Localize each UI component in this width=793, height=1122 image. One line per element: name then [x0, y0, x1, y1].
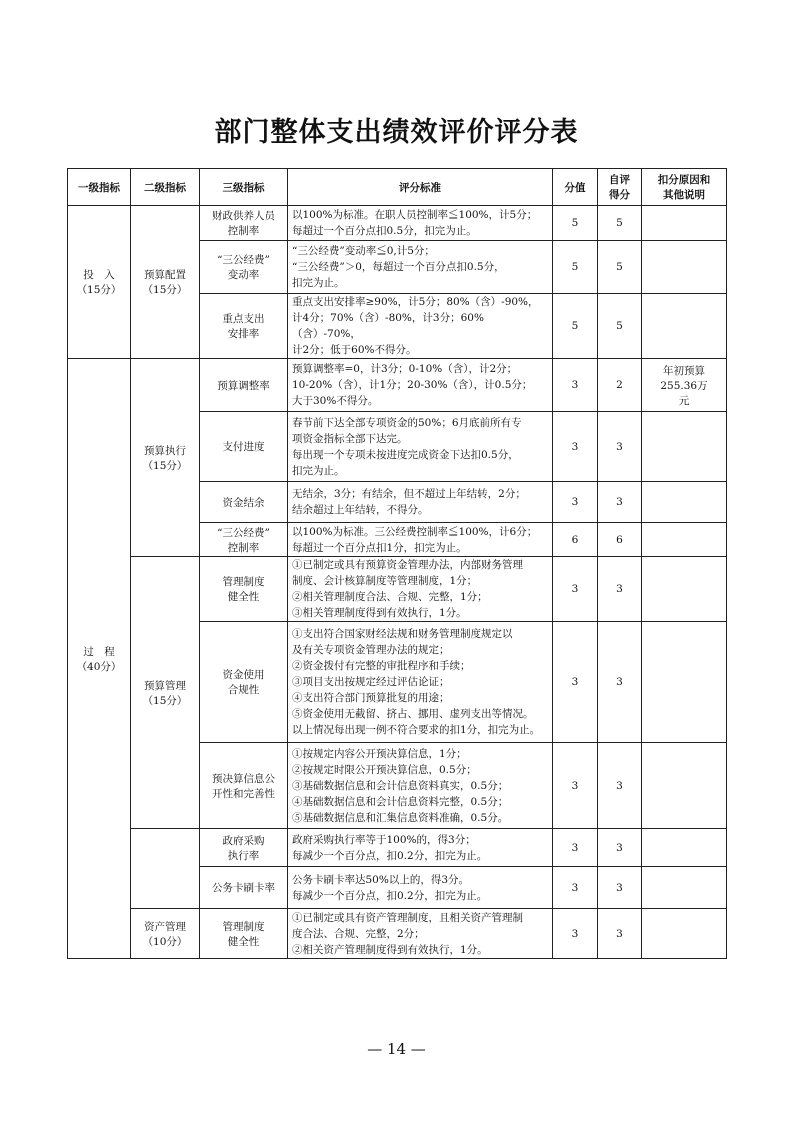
standard-cell: ①已制定或具有预算资金管理办法，内部财务管理 制度、会计核算制度等管理制度，1分； ②相关管理制度合法、合规、完整，1分； ③相关管理制度得到有效执行，1分。: [288, 557, 553, 622]
self-score-cell: 3: [598, 867, 642, 909]
level2-budget-mgmt: 预算管理 （15分）: [131, 557, 200, 829]
level3-cell: 重点支出 安排率: [200, 294, 288, 359]
table-row: [68, 557, 727, 622]
level1-process: 过 程 （40分）: [68, 359, 131, 959]
standard-cell: 春节前下达全部专项资金的50%；6月底前所有专 项资金指标全部下达完。 每出现一个专项未按进度完成资金下达扣0.5分， 扣完为止。: [288, 412, 553, 482]
standard-cell: ①已制定或具有资产管理制度，且相关资产管理制 度合法、合规、完整，2分； ②相关资产管理制度得到有效执行，1分。: [288, 909, 553, 959]
level3-cell: 公务卡刷卡率: [200, 867, 288, 909]
score-cell: 5: [553, 294, 598, 359]
header-note: 扣分原因和 其他说明: [642, 169, 727, 206]
note-cell: [642, 241, 727, 294]
level3-cell: 资金结余: [200, 482, 288, 523]
standard-cell: ①按规定内容公开预决算信息，1分； ②按规定时限公开预决算信息，0.5分； ③基础数据信息和会计信息资料真实，0.5分； ④基础数据信息和会计信息资料完整，0.5分； ⑤基础数据信息和汇集信息资料准确，0.5分。: [288, 743, 553, 829]
level1-input: 投 入 （15分）: [68, 206, 131, 359]
standard-cell: 公务卡刷卡率达50%以上的，得3分。 每减少一个百分点，扣0.2分，扣完为止。: [288, 867, 553, 909]
level2-budget-config: 预算配置 （15分）: [131, 206, 200, 359]
score-cell: 5: [553, 241, 598, 294]
self-score-cell: 5: [598, 294, 642, 359]
note-cell: 年初预算 255.36万 元: [642, 359, 727, 412]
note-cell: [642, 523, 727, 557]
note-cell: [642, 206, 727, 241]
note-cell: [642, 557, 727, 622]
level3-cell: 管理制度 健全性: [200, 557, 288, 622]
header-level3: 三级指标: [200, 169, 288, 206]
note-cell: [642, 829, 727, 867]
standard-cell: 预算调整率=0，计3分；0-10%（含），计2分； 10-20%（含），计1分；20-30%（含），计0.5分； 大于30%不得分。: [288, 359, 553, 412]
standard-cell: “三公经费”变动率≦0,计5分； “三公经费”＞0，每超过一个百分点扣0.5分， 扣完为止。: [288, 241, 553, 294]
standard-cell: 政府采购执行率等于100%的，得3分； 每减少一个百分点，扣0.2分，扣完为止。: [288, 829, 553, 867]
self-score-cell: 3: [598, 482, 642, 523]
table-row: [68, 359, 727, 412]
score-cell: 6: [553, 523, 598, 557]
header-score: 分值: [553, 169, 598, 206]
self-score-cell: 3: [598, 909, 642, 959]
level3-cell: 预算调整率: [200, 359, 288, 412]
level3-cell: 资金使用 合规性: [200, 622, 288, 743]
self-score-cell: 5: [598, 241, 642, 294]
table-row: [68, 829, 727, 867]
note-cell: [642, 622, 727, 743]
self-score-cell: 3: [598, 412, 642, 482]
header-level1: 一级指标: [68, 169, 131, 206]
self-score-cell: 3: [598, 743, 642, 829]
score-cell: 3: [553, 622, 598, 743]
standard-cell: 无结余，3分；有结余，但不超过上年结转，2分； 结余超过上年结转，不得分。: [288, 482, 553, 523]
header-self-score: 自评 得分: [598, 169, 642, 206]
note-cell: [642, 294, 727, 359]
table-header-row: [68, 169, 727, 206]
evaluation-table: [67, 168, 727, 959]
level3-cell: 政府采购 执行率: [200, 829, 288, 867]
level2-empty: [131, 829, 200, 909]
score-cell: 3: [553, 743, 598, 829]
level2-asset-mgmt: 资产管理 （10分）: [131, 909, 200, 959]
score-cell: 3: [553, 412, 598, 482]
table-row: [68, 909, 727, 959]
score-cell: 3: [553, 829, 598, 867]
level3-cell: 支付进度: [200, 412, 288, 482]
level2-budget-exec: 预算执行 （15分）: [131, 359, 200, 557]
page-number: — 14 —: [367, 1040, 426, 1058]
standard-cell: ①支出符合国家财经法规和财务管理制度规定以 及有关专项资金管理办法的规定； ②资金拨付有完整的审批程序和手续； ③项目支出按规定经过评估论证； ④支出符合部门预算批复的用途； ⑤资金使用无截留、挤占、挪用、虚列支出等情况。 以上情况每出现一例不符合要求的扣1分，扣完为止。: [288, 622, 553, 743]
self-score-cell: 3: [598, 557, 642, 622]
note-cell: [642, 867, 727, 909]
note-cell: [642, 482, 727, 523]
score-cell: 3: [553, 909, 598, 959]
self-score-cell: 3: [598, 829, 642, 867]
score-cell: 3: [553, 557, 598, 622]
note-cell: [642, 743, 727, 829]
level3-cell: 预决算信息公 开性和完善性: [200, 743, 288, 829]
header-standard: 评分标准: [288, 169, 553, 206]
score-cell: 3: [553, 359, 598, 412]
standard-cell: 以100%为标准。在职人员控制率≦100%，计5分； 每超过一个百分点扣0.5分，扣完为止。: [288, 206, 553, 241]
table-row: [68, 206, 727, 241]
header-level2: 二级指标: [131, 169, 200, 206]
standard-cell: 重点支出安排率≥90%，计5分；80%（含）-90%， 计4分；70%（含）-80%，计3分；60%（含）-70%， 计2分；低于60%不得分。: [288, 294, 553, 359]
score-cell: 5: [553, 206, 598, 241]
self-score-cell: 5: [598, 206, 642, 241]
page-title: 部门整体支出绩效评价评分表: [214, 117, 579, 148]
score-cell: 3: [553, 482, 598, 523]
standard-cell: 以100%为标准。三公经费控制率≦100%，计6分； 每超过一个百分点扣1分，扣完为止。: [288, 523, 553, 557]
level3-cell: “三公经费” 控制率: [200, 523, 288, 557]
self-score-cell: 3: [598, 622, 642, 743]
self-score-cell: 2: [598, 359, 642, 412]
level3-cell: 财政供养人员 控制率: [200, 206, 288, 241]
score-cell: 3: [553, 867, 598, 909]
note-cell: [642, 412, 727, 482]
level3-cell: 管理制度 健全性: [200, 909, 288, 959]
note-cell: [642, 909, 727, 959]
level3-cell: “三公经费” 变动率: [200, 241, 288, 294]
self-score-cell: 6: [598, 523, 642, 557]
